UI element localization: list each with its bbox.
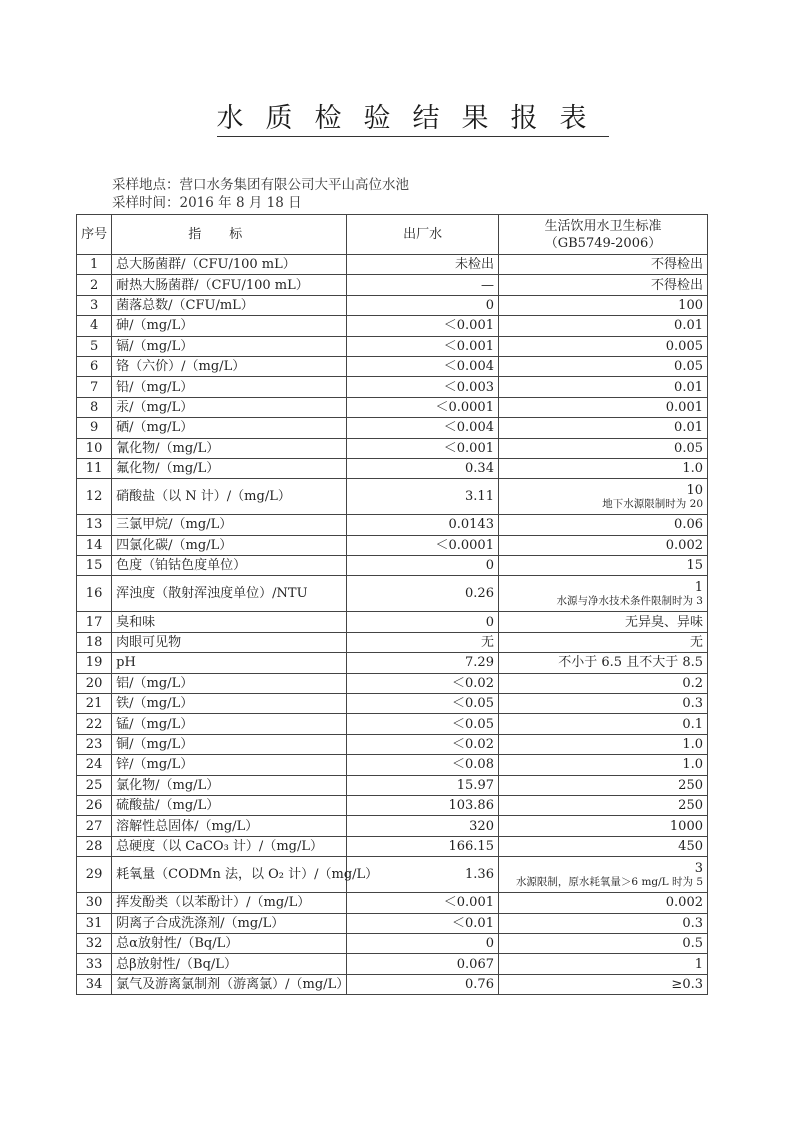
row-number: 23: [77, 734, 112, 754]
table-row: [77, 954, 708, 974]
row-number: 15: [77, 556, 112, 576]
row-standard-note: 地下水源限制时为 20: [602, 497, 703, 510]
row-standard: 1000: [498, 816, 707, 836]
row-standard: 0.01: [498, 316, 707, 336]
row-value: 0: [347, 295, 499, 315]
results-table: [76, 214, 708, 995]
row-standard: ≥0.3: [498, 974, 707, 994]
table-row: [77, 515, 708, 535]
row-value: 0.34: [347, 458, 499, 478]
row-number: 12: [77, 479, 112, 515]
header-standard: [498, 215, 707, 255]
row-number: 29: [77, 857, 112, 893]
row-number: 32: [77, 933, 112, 953]
row-indicator: 三氯甲烷/（mg/L）: [112, 515, 347, 535]
row-indicator: 四氯化碳/（mg/L）: [112, 535, 347, 555]
row-standard: [498, 479, 707, 515]
table-row: [77, 836, 708, 856]
row-value: ＜0.001: [347, 316, 499, 336]
row-standard: 0.3: [498, 913, 707, 933]
row-standard-value: 3: [694, 860, 703, 876]
header-value: 出厂水: [347, 215, 499, 255]
row-standard-note: 水源与净水技术条件限制时为 3: [556, 594, 703, 607]
row-standard: 0.05: [498, 356, 707, 376]
row-standard: 1.0: [498, 458, 707, 478]
row-indicator: 汞/（mg/L）: [112, 397, 347, 417]
row-number: 13: [77, 515, 112, 535]
row-indicator: 耗氧量（CODMn 法，以 O₂ 计）/（mg/L）: [112, 857, 347, 893]
header-indicator: 指标: [112, 215, 347, 255]
sampling-location: 采样地点：营口水务集团有限公司大平山高位水池: [112, 177, 409, 193]
report-title: [0, 96, 803, 135]
row-number: 21: [77, 694, 112, 714]
row-standard: 0.001: [498, 397, 707, 417]
row-indicator: 总大肠菌群/（CFU/100 mL）: [112, 255, 347, 275]
row-value: 0.0143: [347, 515, 499, 535]
row-value: 0: [347, 933, 499, 953]
table-row: [77, 275, 708, 295]
row-indicator: 氯气及游离氯制剂（游离氯）/（mg/L）: [112, 974, 347, 994]
row-value: 0.26: [347, 576, 499, 612]
row-number: 7: [77, 377, 112, 397]
row-indicator: 总β放射性/（Bq/L）: [112, 954, 347, 974]
report-title-text: 水质检验结果报表: [217, 103, 609, 137]
row-standard-value: 1: [694, 579, 703, 595]
table-row: [77, 438, 708, 458]
row-value: 0.76: [347, 974, 499, 994]
header-standard-line2: （GB5749-2006）: [544, 235, 662, 251]
row-number: 16: [77, 576, 112, 612]
row-standard: 0.3: [498, 694, 707, 714]
row-number: 3: [77, 295, 112, 315]
row-standard: 0.002: [498, 535, 707, 555]
table-row: [77, 316, 708, 336]
row-number: 17: [77, 612, 112, 632]
row-value: ＜0.05: [347, 694, 499, 714]
row-value: ＜0.001: [347, 893, 499, 913]
row-number: 27: [77, 816, 112, 836]
row-indicator: 总α放射性/（Bq/L）: [112, 933, 347, 953]
row-number: 14: [77, 535, 112, 555]
row-standard: 450: [498, 836, 707, 856]
row-standard: 不小于 6.5 且不大于 8.5: [498, 653, 707, 673]
table-row: [77, 295, 708, 315]
table-row: [77, 479, 708, 515]
row-standard: 0.1: [498, 714, 707, 734]
row-value: 320: [347, 816, 499, 836]
row-number: 1: [77, 255, 112, 275]
row-indicator: 硒/（mg/L）: [112, 418, 347, 438]
row-standard: 0.01: [498, 377, 707, 397]
row-indicator: 铬（六价）/（mg/L）: [112, 356, 347, 376]
row-standard-note: 水源限制，原水耗氧量＞6 mg/L 时为 5: [515, 875, 703, 888]
row-number: 19: [77, 653, 112, 673]
row-value: ＜0.0001: [347, 535, 499, 555]
row-value: 103.86: [347, 795, 499, 815]
row-standard: 0.5: [498, 933, 707, 953]
row-number: 25: [77, 775, 112, 795]
table-row: [77, 336, 708, 356]
row-value: 1.36: [347, 857, 499, 893]
row-value: 0: [347, 612, 499, 632]
row-value: ＜0.001: [347, 336, 499, 356]
row-standard: 0.01: [498, 418, 707, 438]
table-row: [77, 775, 708, 795]
row-standard: [498, 857, 707, 893]
row-indicator: 硫酸盐/（mg/L）: [112, 795, 347, 815]
row-number: 6: [77, 356, 112, 376]
table-row: [77, 734, 708, 754]
table-row: [77, 397, 708, 417]
table-row: [77, 255, 708, 275]
row-indicator: 臭和味: [112, 612, 347, 632]
row-number: 11: [77, 458, 112, 478]
row-value: —: [347, 275, 499, 295]
table-row: [77, 612, 708, 632]
row-indicator: 镉/（mg/L）: [112, 336, 347, 356]
row-number: 8: [77, 397, 112, 417]
table-row: [77, 857, 708, 893]
table-row: [77, 933, 708, 953]
table-row: [77, 694, 708, 714]
row-value: ＜0.08: [347, 755, 499, 775]
row-indicator: 氰化物/（mg/L）: [112, 438, 347, 458]
row-number: 20: [77, 673, 112, 693]
table-row: [77, 377, 708, 397]
row-value: 7.29: [347, 653, 499, 673]
row-standard: 不得检出: [498, 255, 707, 275]
table-row: [77, 418, 708, 438]
row-number: 10: [77, 438, 112, 458]
row-indicator: 耐热大肠菌群/（CFU/100 mL）: [112, 275, 347, 295]
table-row: [77, 458, 708, 478]
row-value: 0: [347, 556, 499, 576]
row-indicator: 锌/（mg/L）: [112, 755, 347, 775]
row-indicator: 肉眼可见物: [112, 632, 347, 652]
row-indicator: 锰/（mg/L）: [112, 714, 347, 734]
row-value: 15.97: [347, 775, 499, 795]
header-standard-line1: 生活饮用水卫生标准: [544, 218, 662, 234]
row-value: 无: [347, 632, 499, 652]
row-standard: 0.06: [498, 515, 707, 535]
table-row: [77, 974, 708, 994]
row-standard: 250: [498, 795, 707, 815]
row-value: 166.15: [347, 836, 499, 856]
row-value: 3.11: [347, 479, 499, 515]
row-indicator: 色度（铂钴色度单位）: [112, 556, 347, 576]
row-indicator: pH: [112, 653, 347, 673]
row-indicator: 总硬度（以 CaCO₃ 计）/（mg/L）: [112, 836, 347, 856]
row-number: 9: [77, 418, 112, 438]
row-standard: 1: [498, 954, 707, 974]
row-standard: [498, 576, 707, 612]
row-standard: 100: [498, 295, 707, 315]
row-indicator: 溶解性总固体/（mg/L）: [112, 816, 347, 836]
row-number: 31: [77, 913, 112, 933]
row-standard: 250: [498, 775, 707, 795]
row-number: 30: [77, 893, 112, 913]
row-indicator: 阴离子合成洗涤剂/（mg/L）: [112, 913, 347, 933]
table-row: [77, 576, 708, 612]
row-value: 0.067: [347, 954, 499, 974]
row-indicator: 铅/（mg/L）: [112, 377, 347, 397]
table-row: [77, 714, 708, 734]
row-number: 22: [77, 714, 112, 734]
row-indicator: 铝/（mg/L）: [112, 673, 347, 693]
row-standard: 不得检出: [498, 275, 707, 295]
row-value: ＜0.003: [347, 377, 499, 397]
row-number: 33: [77, 954, 112, 974]
row-indicator: 铁/（mg/L）: [112, 694, 347, 714]
sampling-time: 采样时间：2016 年 8 月 18 日: [112, 195, 302, 211]
row-value: ＜0.05: [347, 714, 499, 734]
table-row: [77, 755, 708, 775]
row-value: ＜0.02: [347, 734, 499, 754]
row-standard-value: 10: [686, 482, 703, 498]
table-row: [77, 535, 708, 555]
row-number: 26: [77, 795, 112, 815]
row-value: ＜0.001: [347, 438, 499, 458]
table-row: [77, 913, 708, 933]
row-standard: 0.2: [498, 673, 707, 693]
row-value: ＜0.0001: [347, 397, 499, 417]
row-indicator: 砷/（mg/L）: [112, 316, 347, 336]
row-number: 4: [77, 316, 112, 336]
row-value: ＜0.02: [347, 673, 499, 693]
row-number: 34: [77, 974, 112, 994]
row-indicator: 菌落总数/（CFU/mL）: [112, 295, 347, 315]
row-value: 未检出: [347, 255, 499, 275]
table-row: [77, 893, 708, 913]
header-no: 序号: [77, 215, 112, 255]
row-standard: 无异臭、异味: [498, 612, 707, 632]
row-indicator: 挥发酚类（以苯酚计）/（mg/L）: [112, 893, 347, 913]
row-standard: 15: [498, 556, 707, 576]
row-standard: 1.0: [498, 755, 707, 775]
row-indicator: 浑浊度（散射浑浊度单位）/NTU: [112, 576, 347, 612]
row-value: ＜0.004: [347, 356, 499, 376]
row-value: ＜0.004: [347, 418, 499, 438]
table-row: [77, 356, 708, 376]
row-number: 28: [77, 836, 112, 856]
row-standard: 0.05: [498, 438, 707, 458]
row-number: 5: [77, 336, 112, 356]
row-standard: 1.0: [498, 734, 707, 754]
row-indicator: 氟化物/（mg/L）: [112, 458, 347, 478]
table-header-row: [77, 215, 708, 255]
row-standard: 无: [498, 632, 707, 652]
row-number: 2: [77, 275, 112, 295]
row-standard: 0.002: [498, 893, 707, 913]
table-row: [77, 653, 708, 673]
table-row: [77, 556, 708, 576]
table-row: [77, 795, 708, 815]
table-row: [77, 632, 708, 652]
row-value: ＜0.01: [347, 913, 499, 933]
row-standard: 0.005: [498, 336, 707, 356]
row-indicator: 氯化物/（mg/L）: [112, 775, 347, 795]
row-indicator: 铜/（mg/L）: [112, 734, 347, 754]
table-row: [77, 816, 708, 836]
row-number: 18: [77, 632, 112, 652]
row-number: 24: [77, 755, 112, 775]
table-row: [77, 673, 708, 693]
row-indicator: 硝酸盐（以 N 计）/（mg/L）: [112, 479, 347, 515]
